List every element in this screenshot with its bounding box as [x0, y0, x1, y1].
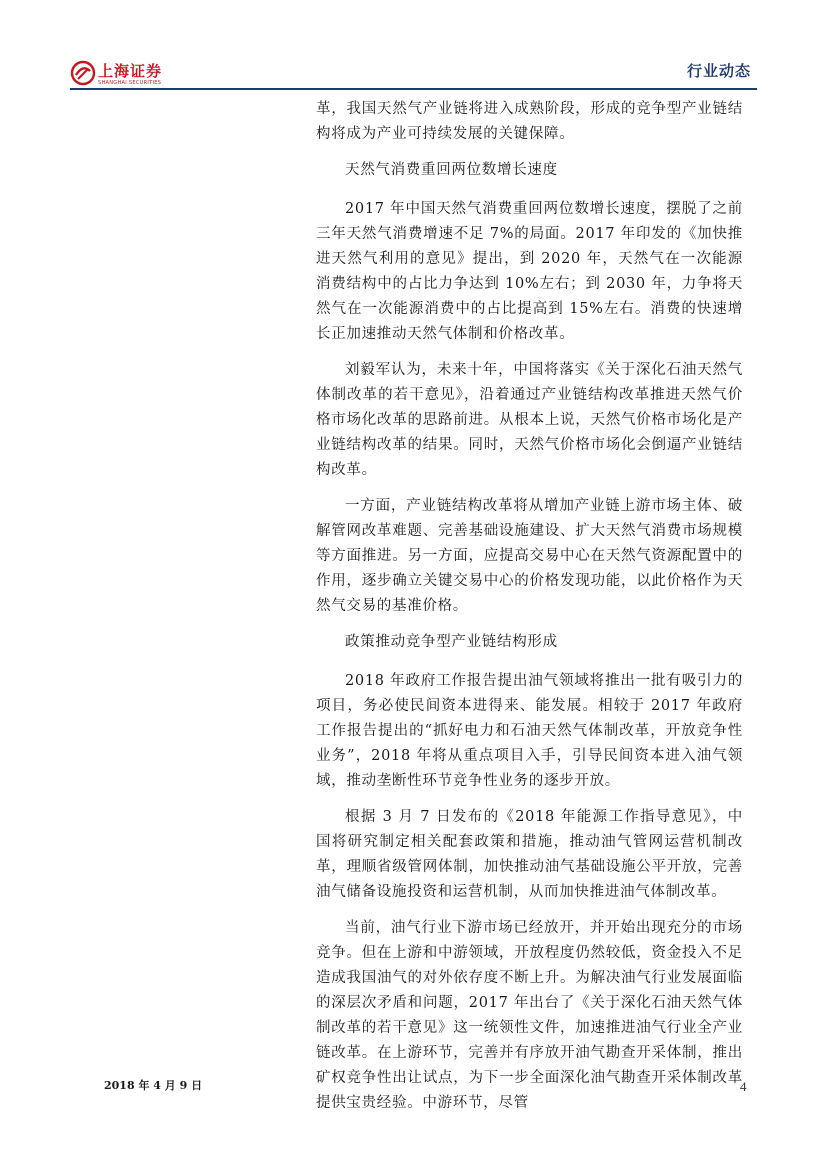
- footer-date: 2018 年 4 月 9 日: [104, 1079, 203, 1092]
- paragraph-4: 一方面，产业链结构改革将从增加产业链上游市场主体、破解管网改革难题、完善基础设施建设、扩大天然气消费市场规模等方面推进。另一方面，应提高交易中心在天然气资源配置中的作用，逐步确立关键交易中心的价格发现功能，以此价格作为天然气交易的基准价格。: [316, 498, 743, 614]
- logo-emblem-icon: [70, 60, 96, 86]
- subheading-policy: 政策推动竞争型产业链结构形成: [345, 634, 558, 650]
- logo-english-name: SHANGHAI SECURITIES: [98, 80, 162, 86]
- page-header: [0, 0, 827, 90]
- subheading-consumption-growth: 天然气消费重回两位数增长速度: [345, 162, 558, 178]
- section-title: 行业动态: [686, 62, 751, 80]
- paragraph-2: 2017 年中国天然气消费重回两位数增长速度，摆脱了之前三年天然气消费增速不足 7%的局面。2017 年印发的《加快推进天然气利用的意见》提出，到 2020 年，天然气在一次能源消费结构中的占比力争达到 10%左右；到 2030 年，力争将天然气在一次能源消费中的占比提高到 15%左右。消费的快速增长正加速推动天然气体制和价格改革。: [316, 201, 743, 342]
- header-divider: [70, 88, 757, 90]
- paragraph-7: 当前，油气行业下游市场已经放开，并开始出现充分的市场竞争。但在上游和中游领域，开放程度仍然较低，资金投入不足造成我国油气的对外依存度不断上升。为解决油气行业发展面临的深层次矛盾和问题，2017 年出台了《关于深化石油天然气体制改革的若干意见》这一统领性文件，加速推进油气行业全产业链改革。在上游环节，完善并有序放开油气勘查开采体制，推出矿权竞争性出让试点，为下一步全面深化油气勘查开采体制改革提供宝贵经验。中游环节，尽管: [316, 920, 743, 1111]
- paragraph-5: 2018 年政府工作报告提出油气领域将推出一批有吸引力的项目，务必使民间资本进得来、能发展。相较于 2017 年政府工作报告提出的“抓好电力和石油天然气体制改革，开放竞争性业务”，2018 年将从重点项目入手，引导民间资本进入油气领域，推动垄断性环节竞争性业务的逐步开放。: [316, 673, 743, 789]
- article-body: [316, 97, 743, 1127]
- paragraph-6: 根据 3 月 7 日发布的《2018 年能源工作指导意见》，中国将研究制定相关配套政策和措施，推动油气管网运营机制改革，理顺省级管网体制，加快推动油气基础设施公平开放，完善油气储备设施投资和运营机制，从而加快推进油气体制改革。: [316, 809, 743, 900]
- company-logo: [70, 60, 190, 90]
- paragraph-3: 刘毅军认为，未来十年，中国将落实《关于深化石油天然气体制改革的若干意见》，沿着通过产业链结构改革推进天然气价格市场化改革的思路前进。从根本上说，天然气价格市场化是产业链结构改革的结果。同时，天然气价格市场化会倒逼产业链结构改革。: [316, 362, 743, 478]
- page-number: 4: [740, 1079, 747, 1094]
- logo-name: 上海证券: [98, 62, 163, 80]
- paragraph-1: 革，我国天然气产业链将进入成熟阶段，形成的竞争型产业链结构将成为产业可持续发展的关键保障。: [316, 101, 743, 142]
